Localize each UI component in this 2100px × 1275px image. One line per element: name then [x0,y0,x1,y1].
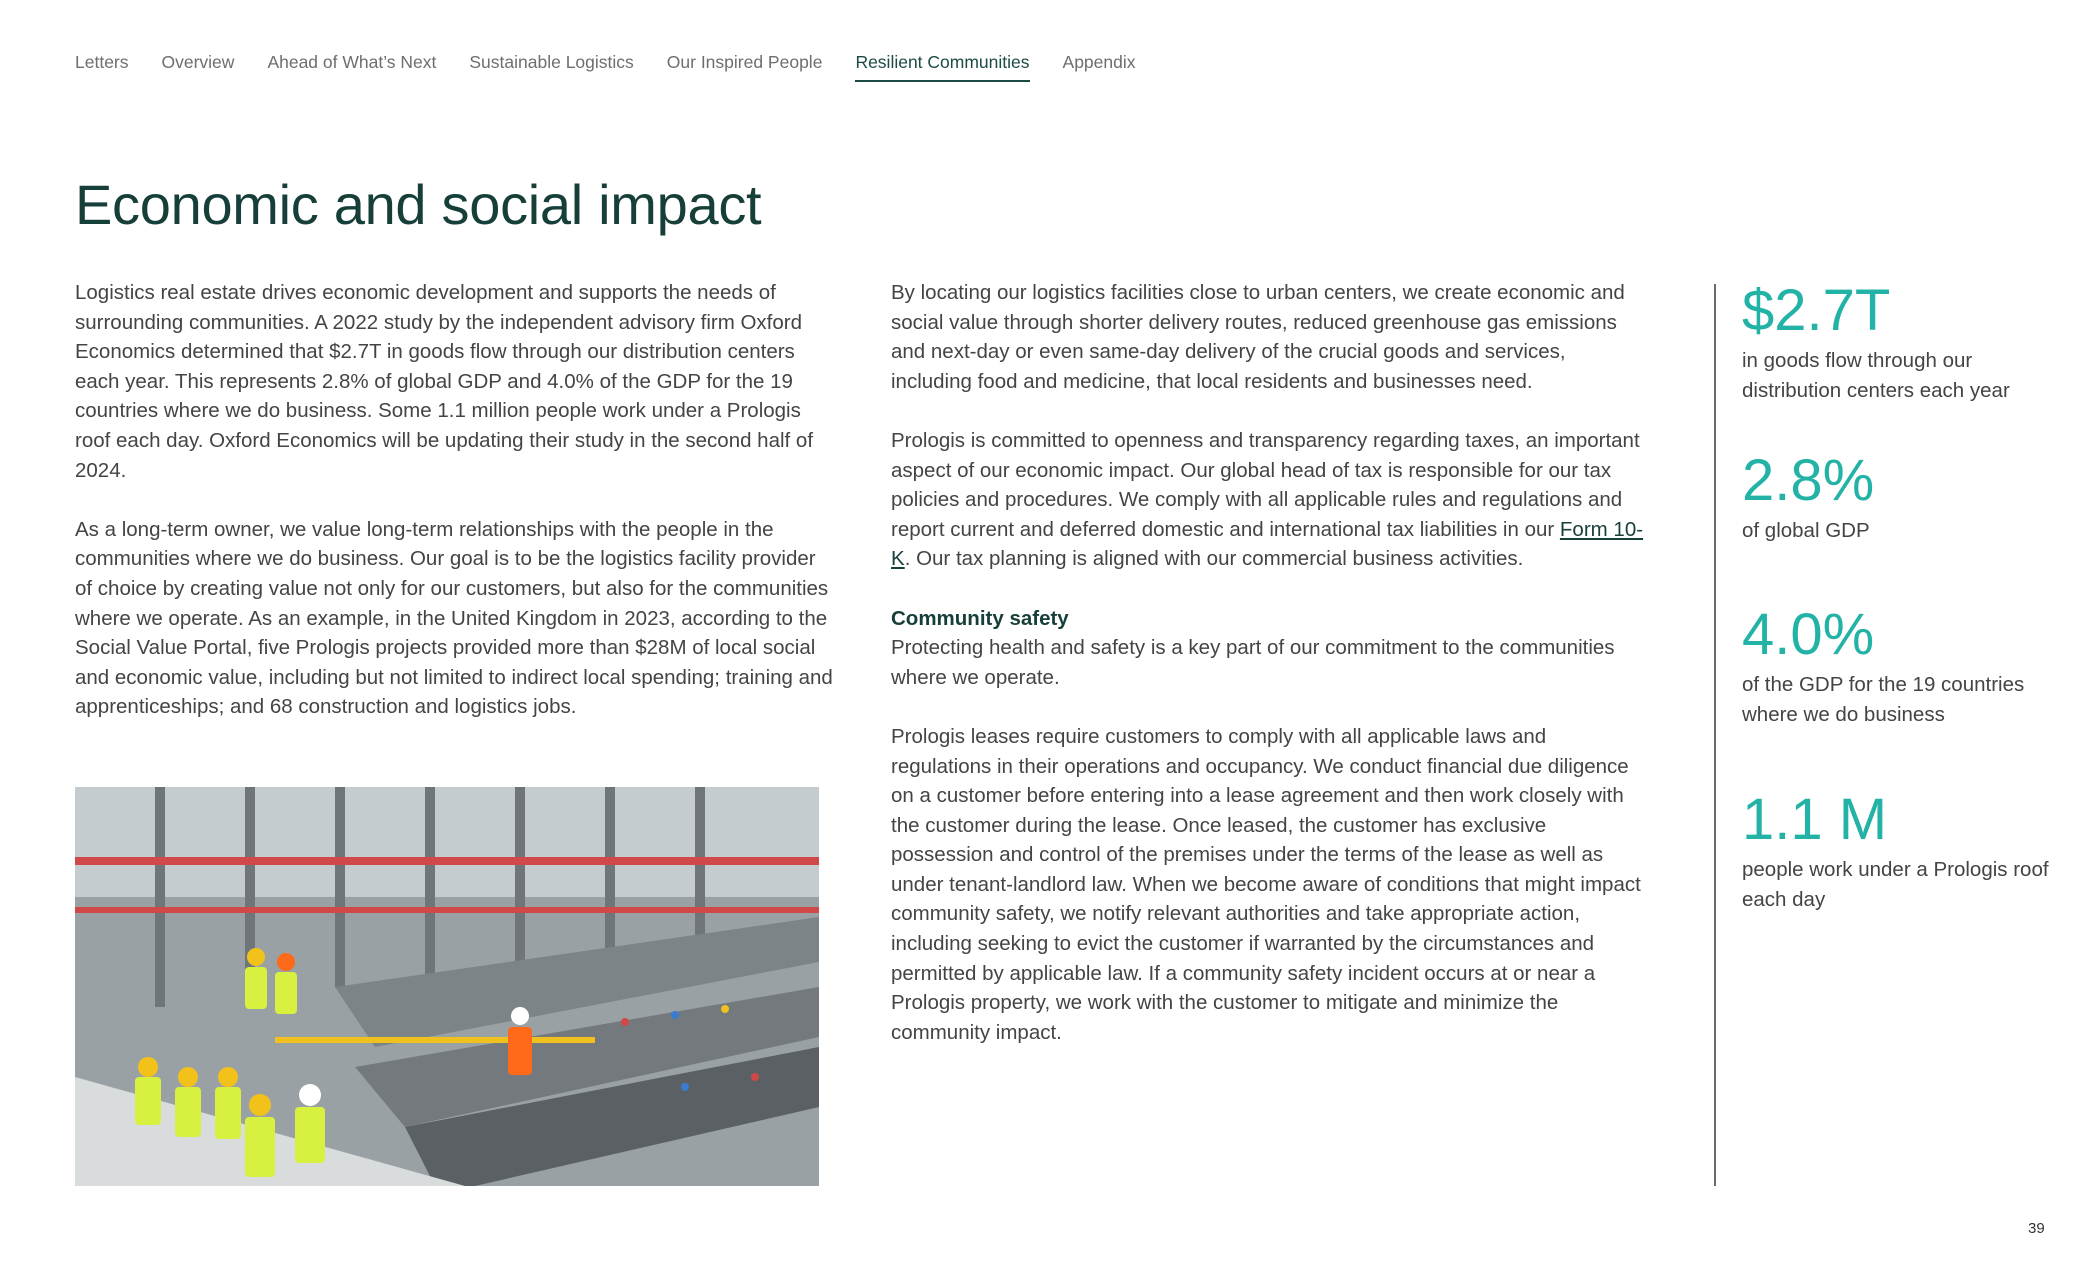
left-paragraph-1: Logistics real estate drives economic development and supports the needs of surrounding communities. A 2022 study by the independent advisory firm Oxford Economics determined that $2.7T in goods flow through our distribution centers each year. This represents 2.8% of global GDP and 4.0% of the GDP for the 19 countries where we do business. Some 1.1 million people work under a Prologis roof each day. Oxford Economics will be updating their study in the second half of 2024. [75,281,814,482]
stat-value: $2.7T [1742,278,1891,343]
stat-description: in goods flow through our distribution centers each year [1742,349,2010,402]
right-paragraph-1: By locating our logistics facilities close to urban centers, we create economic and social value through shorter delivery routes, reduced greenhouse gas emissions and next-day or even same-day delivery of the crucial goods and services, including food and medicine, that local residents and businesses need. [891,281,1625,393]
stat-value: 2.8% [1742,448,1875,513]
stat-people [1742,787,2062,914]
tab-sustainable-logistics[interactable]: Sustainable Logistics [469,52,634,72]
stat-description: of global GDP [1742,519,1870,542]
left-paragraph-2: As a long-term owner, we value long-term relationships with the people in the communities where we do business. Our goal is to be the logistics facility provider of choice by creating value not only for our customers, but also for the communities where we operate. As an example, in the United Kingdom in 2023, according to the Social Value Portal, five Prologis projects provided more than $28M of local social and economic value, including but not limited to indirect local spending; training and apprenticeships; and 68 construction and logistics jobs. [75,517,833,719]
tab-our-inspired-people[interactable]: Our Inspired People [666,52,823,72]
section-nav [75,52,1136,82]
tab-appendix[interactable]: Appendix [1062,52,1136,72]
stat-description: of the GDP for the 19 countries where we do business [1742,673,2025,726]
form-10k-link[interactable]: Form 10-K [891,517,1644,571]
stat-country-gdp [1742,602,2062,729]
community-safety-intro: Protecting health and safety is a key part of our commitment to the communities where we operate. [891,636,1615,689]
community-safety-heading: Community safety [891,606,1069,630]
page-title: Economic and social impact [75,173,762,236]
tab-ahead-of-whats-next[interactable]: Ahead of What’s Next [267,52,437,72]
stat-description: people work under a Prologis roof each day [1742,858,2049,911]
left-text-column [75,278,835,752]
tab-letters[interactable]: Letters [75,52,129,72]
stat-global-gdp [1742,448,2062,546]
right-paragraph-4: Prologis leases require customers to comply with all applicable laws and regulations in their operations and occupancy. We conduct financial due diligence on a customer before entering into a lease agreement and then work closely with the customer during the lease. Once leased, the customer has exclusive possession and control of the premises under the terms of the lease as well as under tenant-landlord law. When we become aware of conditions that might impact community safety, we notify relevant authorities and take appropriate action, including seeking to evict the customer if warranted by the circumstances and permitted by applicable law. If a community safety incident occurs at or near a Prologis property, we work with the customer to mitigate and minimize the community impact. [891,724,1641,1044]
stat-value: 4.0% [1742,602,1875,667]
column-divider [1714,284,1716,1186]
tab-overview[interactable]: Overview [161,52,235,72]
page-number: 39 [2028,1220,2045,1237]
community-safety-block [891,604,1651,693]
tax-text-after-link: . Our tax planning is aligned with our commercial business activities. [904,547,1524,571]
tax-text-before-link: Prologis is committed to openness and transparency regarding taxes, an important aspect of our economic impact. Our global head of tax is responsible for our tax policies and procedures. We comply with all applicable rules and regulations and report current and deferred domestic and international tax liabilities in our [891,428,1640,541]
warehouse-photo [75,787,819,1186]
stat-value: 1.1 M [1742,787,1888,852]
stat-goods-flow [1742,278,2062,405]
right-paragraph-2 [891,426,1651,574]
right-text-column [891,278,1651,1077]
tab-resilient-communities[interactable]: Resilient Communities [855,52,1029,82]
